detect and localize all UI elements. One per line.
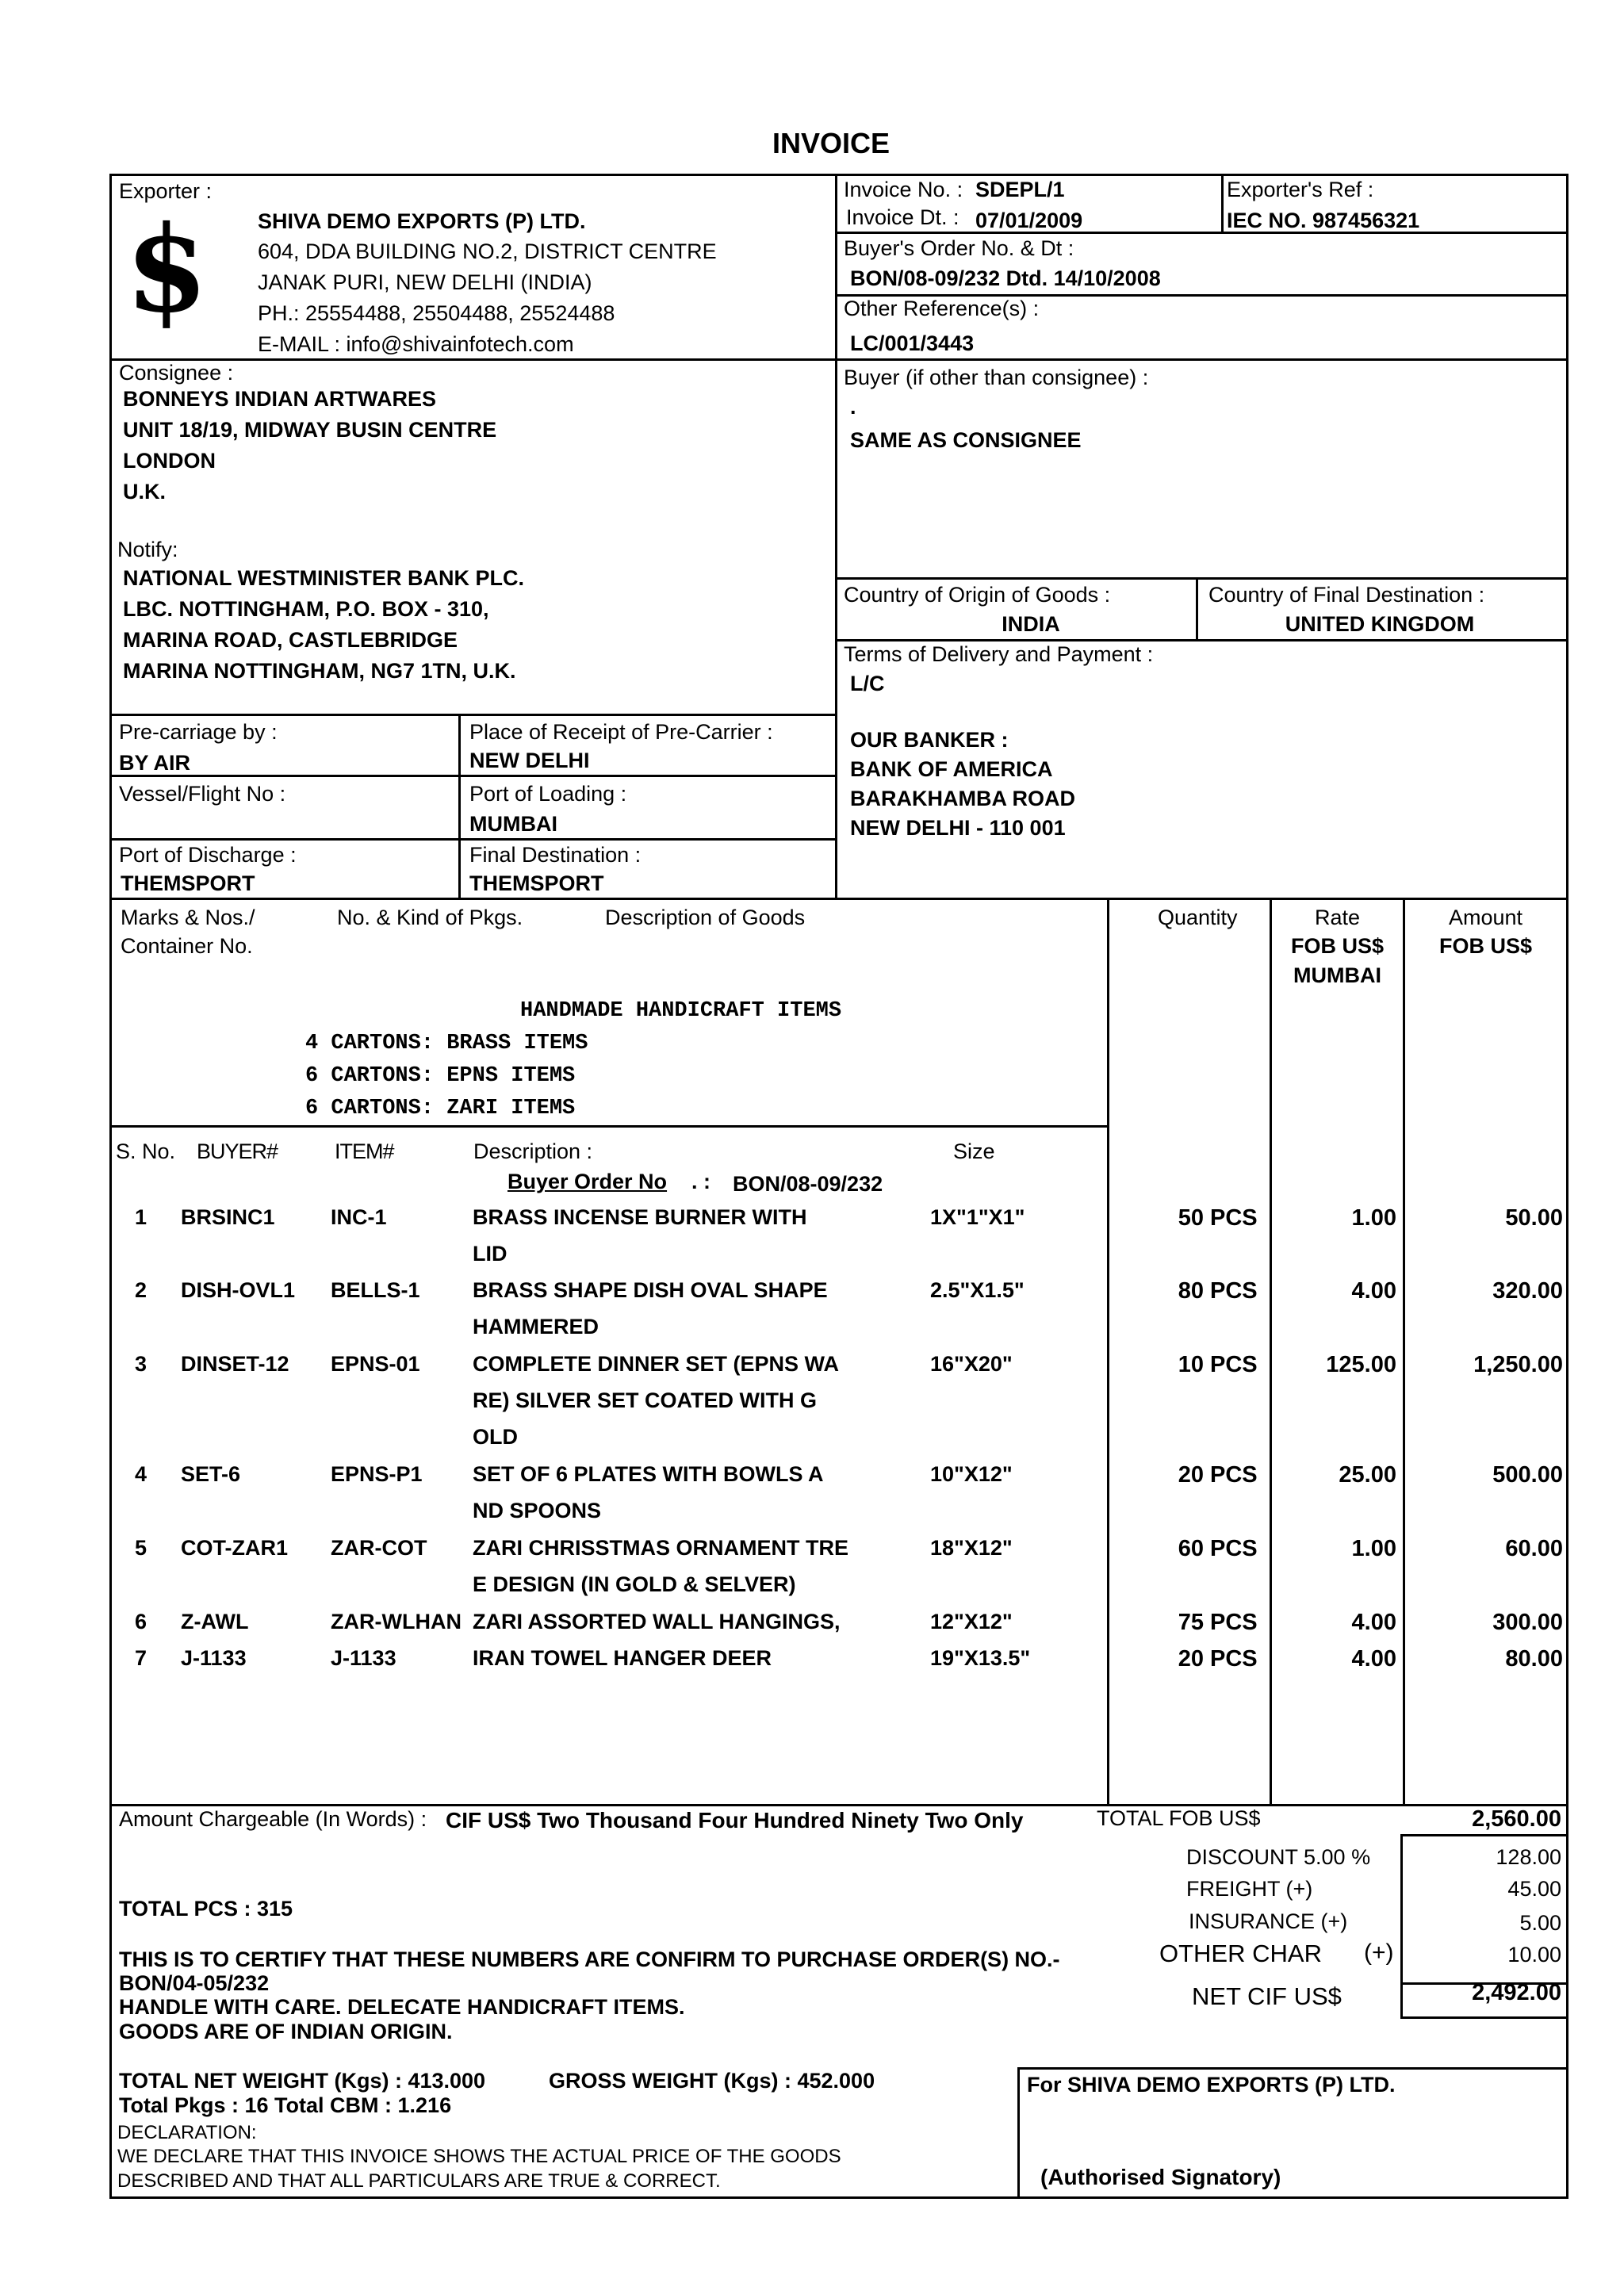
- consignee-label: Consignee :: [119, 361, 234, 385]
- destination-value: UNITED KINGDOM: [1285, 612, 1475, 636]
- destination-label: Country of Final Destination :: [1208, 583, 1485, 607]
- buyer-order-label: Buyer's Order No. & Dt :: [844, 236, 1074, 260]
- row-rate: 4.00: [1351, 1646, 1396, 1672]
- final-destination-value: THEMSPORT: [469, 871, 604, 895]
- total-net-weight: TOTAL NET WEIGHT (Kgs) : 413.000: [119, 2069, 486, 2093]
- rate-header-currency: FOB US$: [1290, 934, 1385, 958]
- carton-line: 6 CARTONS: EPNS ITEMS: [305, 1064, 576, 1088]
- invoice-date-label: Invoice Dt. :: [846, 205, 959, 229]
- row-sno: 4: [135, 1462, 147, 1486]
- invoice-date: 07/01/2009: [975, 209, 1083, 232]
- row-qty: 50: [1178, 1205, 1204, 1231]
- banker-line: BARAKHAMBA ROAD: [850, 787, 1075, 810]
- exporter-label: Exporter :: [119, 179, 213, 203]
- row-unit: PCS: [1210, 1646, 1258, 1672]
- loading-value: MUMBAI: [469, 812, 557, 836]
- carton-line: 6 CARTONS: ZARI ITEMS: [305, 1097, 576, 1120]
- discount-value: 128.00: [1496, 1845, 1561, 1869]
- insurance-label: INSURANCE (+): [1189, 1909, 1348, 1933]
- goods-origin: GOODS ARE OF INDIAN ORIGIN.: [119, 2020, 453, 2043]
- amount-words-label: Amount Chargeable (In Words) :: [119, 1807, 427, 1831]
- buyer-order-header-value: BON/08-09/232: [733, 1172, 883, 1196]
- discharge-value: THEMSPORT: [121, 871, 255, 895]
- discharge-label: Port of Discharge :: [119, 843, 297, 867]
- row-item: ZAR-COT: [331, 1536, 427, 1560]
- row-rate: 1.00: [1351, 1205, 1396, 1231]
- row-buyer: DISH-OVL1: [181, 1278, 296, 1302]
- exporter-ref: IEC NO. 987456321: [1227, 209, 1420, 232]
- row-desc: ND SPOONS: [473, 1499, 602, 1522]
- row-item: INC-1: [331, 1205, 387, 1229]
- row-item: J-1133: [331, 1646, 396, 1670]
- total-fob: 2,560.00: [1472, 1806, 1561, 1832]
- gross-weight: GROSS WEIGHT (Kgs) : 452.000: [549, 2069, 875, 2093]
- page-title: INVOICE: [772, 127, 891, 159]
- amount-header: Amount: [1448, 906, 1523, 929]
- row-size: 12"X12": [930, 1610, 1013, 1633]
- row-size: 18"X12": [930, 1536, 1013, 1560]
- loading-label: Port of Loading :: [469, 782, 627, 806]
- origin-value: INDIA: [1002, 612, 1060, 636]
- declaration-line: DESCRIBED AND THAT ALL PARTICULARS ARE TRUE & CORRECT.: [117, 2170, 721, 2192]
- buyer-header: BUYER#: [197, 1139, 278, 1163]
- buyer-dot: .: [850, 395, 856, 419]
- sno-header: S. No.: [116, 1139, 176, 1163]
- row-size: 19"X13.5": [930, 1646, 1031, 1670]
- row-sno: 7: [135, 1646, 147, 1670]
- buyer-value: SAME AS CONSIGNEE: [850, 428, 1082, 452]
- notify-line: NATIONAL WESTMINISTER BANK PLC.: [123, 566, 524, 590]
- row-sno: 5: [135, 1536, 147, 1560]
- other-reference-label: Other Reference(s) :: [844, 297, 1040, 320]
- notify-line: MARINA ROAD, CASTLEBRIDGE: [123, 628, 458, 652]
- container-label: Container No.: [121, 934, 253, 958]
- item-header: ITEM#: [335, 1139, 394, 1163]
- final-destination-label: Final Destination :: [469, 843, 642, 867]
- row-size: 10"X12": [930, 1462, 1013, 1486]
- row-sno: 6: [135, 1610, 147, 1633]
- vessel-label: Vessel/Flight No :: [119, 782, 286, 806]
- row-qty: 80: [1178, 1278, 1204, 1304]
- row-sno: 3: [135, 1352, 147, 1376]
- authorised-signatory: (Authorised Signatory): [1040, 2165, 1281, 2189]
- exporter-address-line: JANAK PURI, NEW DELHI (INDIA): [258, 270, 592, 294]
- banker-line: NEW DELHI - 110 001: [850, 816, 1066, 840]
- row-size: 16"X20": [930, 1352, 1013, 1376]
- pkgs-label: No. & Kind of Pkgs.: [337, 906, 523, 929]
- row-rate: 125.00: [1326, 1352, 1396, 1377]
- terms-label: Terms of Delivery and Payment :: [844, 642, 1154, 666]
- consignee-line: U.K.: [123, 480, 166, 504]
- row-qty: 10: [1178, 1352, 1204, 1377]
- row-desc: BRASS SHAPE DISH OVAL SHAPE: [473, 1278, 828, 1302]
- row-desc: COMPLETE DINNER SET (EPNS WA: [473, 1352, 840, 1376]
- goods-title: HANDMADE HANDICRAFT ITEMS: [520, 999, 842, 1023]
- certify-order: BON/04-05/232: [119, 1971, 270, 1995]
- row-amount: 50.00: [1505, 1205, 1563, 1231]
- receipt-label: Place of Receipt of Pre-Carrier :: [469, 720, 773, 744]
- discount-label: DISCOUNT 5.00 %: [1186, 1845, 1371, 1869]
- dollar-logo: $: [125, 200, 209, 339]
- total-pcs: TOTAL PCS : 315: [119, 1897, 293, 1921]
- amount-words: CIF US$ Two Thousand Four Hundred Ninety Two Only: [446, 1808, 1024, 1833]
- row-buyer: SET-6: [181, 1462, 241, 1486]
- row-desc: E DESIGN (IN GOLD & SELVER): [473, 1572, 796, 1596]
- row-qty: 75: [1178, 1610, 1204, 1635]
- row-desc: ZARI CHRISSTMAS ORNAMENT TRE: [473, 1536, 848, 1560]
- row-qty: 60: [1178, 1536, 1204, 1561]
- insurance-value: 5.00: [1519, 1911, 1561, 1935]
- description-label: Description of Goods: [605, 906, 806, 929]
- row-buyer: J-1133: [181, 1646, 247, 1670]
- declaration-line: WE DECLARE THAT THIS INVOICE SHOWS THE ACTUAL PRICE OF THE GOODS: [117, 2146, 841, 2167]
- carton-line: 4 CARTONS: BRASS ITEMS: [305, 1032, 588, 1055]
- row-sno: 2: [135, 1278, 147, 1302]
- exporter-phone: PH.: 25554488, 25504488, 25524488: [258, 301, 615, 325]
- row-desc: LID: [473, 1242, 508, 1266]
- terms-value: L/C: [850, 672, 885, 695]
- rate-header: Rate: [1314, 906, 1361, 929]
- buyer-label: Buyer (if other than consignee) :: [844, 366, 1149, 389]
- row-unit: PCS: [1210, 1610, 1258, 1635]
- consignee-line: BONNEYS INDIAN ARTWARES: [123, 387, 437, 411]
- row-qty: 20: [1178, 1462, 1204, 1488]
- total-pkgs-cbm: Total Pkgs : 16 Total CBM : 1.216: [119, 2093, 452, 2117]
- row-desc: IRAN TOWEL HANGER DEER: [473, 1646, 772, 1670]
- invoice-no-label: Invoice No. :: [844, 178, 963, 201]
- receipt-value: NEW DELHI: [469, 749, 590, 772]
- row-buyer: BRSINC1: [181, 1205, 275, 1229]
- row-desc: OLD: [473, 1425, 518, 1449]
- row-rate: 25.00: [1339, 1462, 1396, 1488]
- row-unit: PCS: [1210, 1536, 1258, 1561]
- row-unit: PCS: [1210, 1352, 1258, 1377]
- rate-header-port: MUMBAI: [1293, 963, 1381, 987]
- row-sno: 1: [135, 1205, 147, 1229]
- row-size: 2.5"X1.5": [930, 1278, 1025, 1302]
- size-header: Size: [953, 1139, 995, 1163]
- row-amount: 1,250.00: [1473, 1352, 1563, 1377]
- freight-value: 45.00: [1507, 1877, 1561, 1901]
- row-rate: 4.00: [1351, 1278, 1396, 1304]
- buyer-order-separator: . :: [691, 1170, 710, 1193]
- banker-label: OUR BANKER :: [850, 728, 1009, 752]
- handle-with-care: HANDLE WITH CARE. DELECATE HANDICRAFT ITEMS.: [119, 1995, 685, 2019]
- notify-label: Notify:: [117, 538, 178, 561]
- precarriage-value: BY AIR: [119, 751, 191, 775]
- row-amount: 500.00: [1492, 1462, 1563, 1488]
- declaration-label: DECLARATION:: [117, 2122, 257, 2143]
- other-reference: LC/001/3443: [850, 331, 975, 355]
- consignee-line: LONDON: [123, 449, 216, 473]
- exporter-email: E-MAIL : info@shivainfotech.com: [258, 332, 574, 356]
- row-item: BELLS-1: [331, 1278, 420, 1302]
- freight-label: FREIGHT (+): [1186, 1877, 1313, 1901]
- row-buyer: Z-AWL: [181, 1610, 249, 1633]
- notify-line: MARINA NOTTINGHAM, NG7 1TN, U.K.: [123, 659, 516, 683]
- row-desc: HAMMERED: [473, 1315, 599, 1338]
- row-size: 1X"1"X1": [930, 1205, 1025, 1229]
- row-amount: 320.00: [1492, 1278, 1563, 1304]
- other-charges-value: 10.00: [1507, 1943, 1561, 1967]
- row-qty: 20: [1178, 1646, 1204, 1672]
- exporter-address-line: 604, DDA BUILDING NO.2, DISTRICT CENTRE: [258, 239, 717, 263]
- total-fob-label: TOTAL FOB US$: [1097, 1806, 1261, 1830]
- amount-header-currency: FOB US$: [1438, 934, 1533, 958]
- row-unit: PCS: [1210, 1278, 1258, 1304]
- desc-header: Description :: [473, 1139, 593, 1163]
- row-rate: 1.00: [1351, 1536, 1396, 1561]
- buyer-order-header: Buyer Order No: [508, 1170, 668, 1193]
- origin-label: Country of Origin of Goods :: [844, 583, 1111, 607]
- net-cif-value: 2,492.00: [1472, 1980, 1561, 2005]
- consignee-line: UNIT 18/19, MIDWAY BUSIN CENTRE: [123, 418, 497, 442]
- row-item: ZAR-WLHAN: [331, 1610, 462, 1633]
- exporter-name: SHIVA DEMO EXPORTS (P) LTD.: [258, 209, 586, 233]
- banker-line: BANK OF AMERICA: [850, 757, 1053, 781]
- quantity-header: Quantity: [1158, 906, 1238, 929]
- row-item: EPNS-01: [331, 1352, 420, 1376]
- precarriage-label: Pre-carriage by :: [119, 720, 278, 744]
- signatory-company: For SHIVA DEMO EXPORTS (P) LTD.: [1027, 2073, 1396, 2097]
- row-desc: BRASS INCENSE BURNER WITH: [473, 1205, 807, 1229]
- other-charges-sign: (+): [1364, 1940, 1394, 1966]
- buyer-order: BON/08-09/232 Dtd. 14/10/2008: [850, 266, 1161, 290]
- row-unit: PCS: [1210, 1462, 1258, 1488]
- row-item: EPNS-P1: [331, 1462, 423, 1486]
- row-amount: 80.00: [1505, 1646, 1563, 1672]
- row-desc: RE) SILVER SET COATED WITH G: [473, 1388, 818, 1412]
- invoice-no: SDEPL/1: [975, 178, 1065, 201]
- row-rate: 4.00: [1351, 1610, 1396, 1635]
- exporter-ref-label: Exporter's Ref :: [1227, 178, 1374, 201]
- certify-statement: THIS IS TO CERTIFY THAT THESE NUMBERS ARE CONFIRM TO PURCHASE ORDER(S) NO.-: [119, 1947, 1060, 1971]
- notify-line: LBC. NOTTINGHAM, P.O. BOX - 310,: [123, 597, 489, 621]
- row-desc: SET OF 6 PLATES WITH BOWLS A: [473, 1462, 824, 1486]
- row-amount: 300.00: [1492, 1610, 1563, 1635]
- row-desc: ZARI ASSORTED WALL HANGINGS,: [473, 1610, 841, 1633]
- other-charges-label: OTHER CHAR: [1159, 1940, 1322, 1967]
- row-buyer: DINSET-12: [181, 1352, 289, 1376]
- row-amount: 60.00: [1505, 1536, 1563, 1561]
- row-buyer: COT-ZAR1: [181, 1536, 288, 1560]
- marks-label: Marks & Nos./: [121, 906, 255, 929]
- net-cif-label: NET CIF US$: [1192, 1982, 1342, 2010]
- row-unit: PCS: [1210, 1205, 1258, 1231]
